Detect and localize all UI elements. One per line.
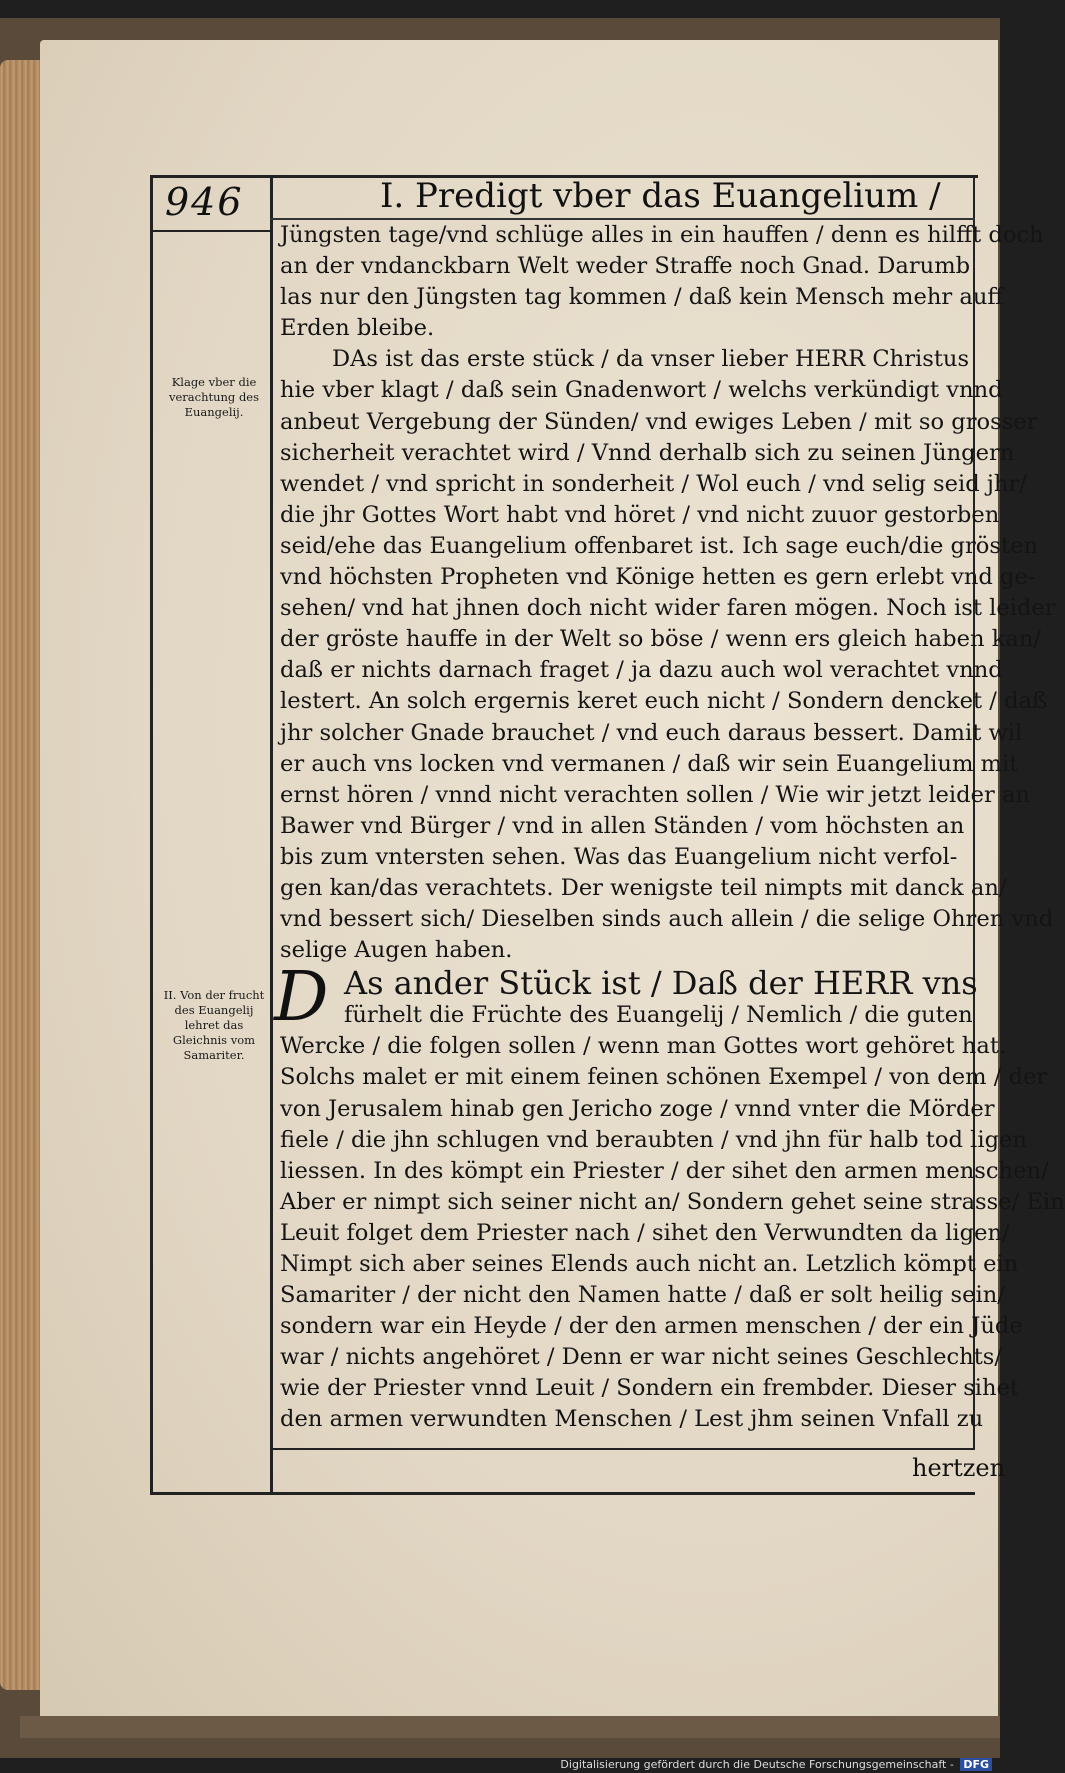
text-line: von Jerusalem hinab gen Jericho zoge / vnnd vnter die Mörder: [280, 1095, 995, 1122]
text-line: gen kan/das verachtets. Der wenigste teil nimpts mit danck an/: [280, 874, 1007, 901]
text-line: sondern war ein Heyde / der den armen menschen / der ein Jüde: [280, 1313, 1023, 1340]
text-line: anbeut Vergebung der Sünden/ vnd ewiges Leben / mit so grosser: [280, 408, 1038, 435]
text-line: liessen. In des kömpt ein Priester / der sihet den armen menschen/: [280, 1157, 1049, 1184]
text-line: vnd bessert sich/ Dieselben sinds auch allein / die selige Ohren vnd: [280, 906, 1054, 933]
margin-column-divider: [270, 175, 273, 1493]
text-line: war / nichts angehöret / Denn er war nicht seines Geschlechts/: [280, 1344, 1003, 1371]
text-line: lestert. An solch ergernis keret euch nicht / Sondern dencket / daß: [280, 688, 1048, 715]
book-bottom-edge: [20, 1716, 1000, 1738]
dfg-logo: DFG: [960, 1758, 992, 1771]
margin-note-klage: Klage vber die verachtung des Euangelij.: [168, 375, 260, 419]
catchword: hertzen: [912, 1454, 1006, 1482]
text-line: selige Augen haben.: [280, 937, 513, 964]
text-line: an der vndanckbarn Welt weder Straffe noch Gnad. Darumb: [280, 253, 971, 280]
text-line: seid/ehe das Euangelium offenbaret ist. Ich sage euch/die grösten: [280, 532, 1039, 559]
margin-note-frucht: II. Von der frucht des Euangelij lehret das Gleichnis vom Samariter.: [163, 988, 265, 1062]
paragraph-with-drop-initial: [274, 958, 980, 1038]
frame-bottom-rule: [150, 1492, 975, 1495]
text-line: Nimpt sich aber seines Elends auch nicht an. Letzlich kömpt ein: [280, 1251, 1019, 1277]
frame-left-rule: [150, 175, 153, 1495]
text-bottom-rule: [270, 1448, 975, 1450]
text-line: jhr solcher Gnade brauchet / vnd euch daraus bessert. Damit wil: [280, 719, 1023, 746]
text-line: ernst hören / vnnd nicht verachten sollen / Wie wir jetzt leider an: [280, 781, 1030, 808]
text-line: Jüngsten tage/vnd schlüge alles in ein hauffen / denn es hilfft doch: [280, 222, 1044, 248]
text-line: wie der Priester vnnd Leuit / Sondern ein frembder. Dieser sihet: [280, 1375, 1020, 1402]
text-line: daß er nichts darnach fraget / ja dazu auch wol verachtet vnnd: [280, 657, 1003, 684]
body-text: [274, 220, 1065, 1436]
text-line: fiele / die jhn schlugen vnd beraubten / vnd jhn für halb tod ligen: [280, 1126, 1027, 1153]
drop-initial: D: [274, 958, 329, 1038]
text-line: hie vber klagt / daß sein Gnadenwort / welchs verkündigt vnnd: [280, 377, 1003, 404]
text-line: las nur den Jüngsten tag kommen / daß kein Mensch mehr auff: [280, 284, 1004, 311]
text-line: Samariter / der nicht den Namen hatte / daß er solt heilig sein/: [280, 1282, 1005, 1309]
text-line: vnd höchsten Propheten vnd Könige hetten es gern erlebt vnd ge-: [280, 564, 1036, 591]
text-line: bis zum vntersten sehen. Was das Euangelium nicht verfol-: [280, 843, 958, 870]
running-title: I. Predigt vber das Euangelium /: [380, 176, 941, 216]
text-line: Erden bleibe.: [280, 315, 435, 342]
text-line: Aber er nimpt sich seiner nicht an/ Sondern gehet seine strasse/ Ein: [280, 1188, 1065, 1215]
text-line: den armen verwundten Menschen / Lest jhm seinen Vnfall zu: [280, 1406, 984, 1433]
text-line: sicherheit verachtet wird / Vnnd derhalb sich zu seinen Jüngern: [280, 439, 1015, 466]
text-line: Solchs malet er mit einem feinen schönen Exempel / von dem / der: [280, 1064, 1048, 1091]
text-line: Leuit folget dem Priester nach / sihet den Verwundten da ligen/: [280, 1219, 1010, 1246]
page-number: 946: [165, 180, 244, 224]
text-line: er auch vns locken vnd vermanen / daß wir sein Euangelium mit: [280, 750, 1019, 777]
digitization-footer: [560, 1758, 992, 1771]
text-line: wendet / vnd spricht in sonderheit / Wol euch / vnd selig seid jhr/: [280, 470, 1027, 497]
text-line: sehen/ vnd hat jhnen doch nicht wider faren mögen. Noch ist leider: [280, 595, 1056, 622]
text-line: die jhr Gottes Wort habt vnd höret / vnd nicht zuuor gestorben: [280, 501, 1000, 528]
text-line: der gröste hauffe in der Welt so böse / wenn ers gleich haben kan/: [280, 626, 1042, 653]
footer-text: Digitalisierung gefördert durch die Deutsche Forschungsgemeinschaft -: [560, 1758, 954, 1771]
margin-top-rule: [153, 230, 270, 232]
text-line: fürhelt die Früchte des Euangelij / Nemlich / die guten: [344, 1002, 973, 1029]
text-line: DAs ist das erste stück / da vnser lieber HERR Christus: [332, 346, 970, 373]
text-line: As ander Stück ist / Daß der HERR vns: [344, 964, 978, 1003]
text-line: Wercke / die folgen sollen / wenn man Gottes wort gehöret hat.: [280, 1033, 1007, 1060]
text-line: Bawer vnd Bürger / vnd in allen Ständen / vom höchsten an: [280, 812, 965, 839]
